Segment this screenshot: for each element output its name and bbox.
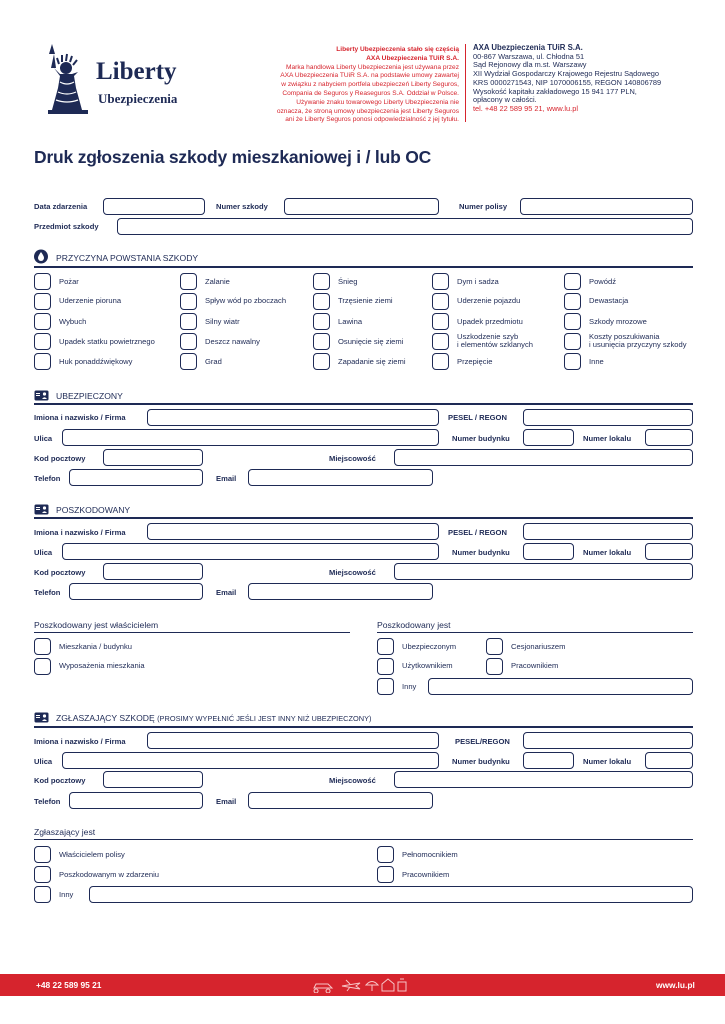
- reporter-is-option: Pełnomocnikiem: [402, 850, 458, 859]
- reporter-name-label: Imiona i nazwisko / Firma: [34, 737, 126, 746]
- claim-number-label: Numer szkody: [216, 202, 268, 211]
- injured-is-option: Pracownikiem: [511, 661, 559, 670]
- injured-building-field[interactable]: [523, 543, 574, 560]
- cause-checkbox-falling-object[interactable]: [432, 313, 449, 330]
- insured-phone-label: Telefon: [34, 474, 61, 483]
- injured-unit-label: Numer lokalu: [583, 548, 632, 557]
- cause-option: Dewastacja: [589, 296, 629, 305]
- insured-pesel-field[interactable]: [523, 409, 693, 426]
- reporter-building-field[interactable]: [523, 752, 574, 769]
- cause-option: Grad: [205, 357, 222, 366]
- injured-postal-field[interactable]: [103, 563, 203, 580]
- reporter-is-option: Inny: [59, 890, 74, 899]
- cause-checkbox-aircraft[interactable]: [34, 333, 51, 350]
- reporter-postal-label: Kod pocztowy: [34, 776, 86, 785]
- cause-checkbox-hail[interactable]: [180, 353, 197, 370]
- owner-option: Mieszkania / budynku: [59, 642, 133, 651]
- injured-city-field[interactable]: [394, 563, 693, 580]
- cause-checkbox-frost[interactable]: [564, 313, 581, 330]
- brand-notice: [230, 46, 459, 125]
- page-title: Druk zgłoszenia szkody mieszkaniowej i / lub OC: [34, 147, 432, 167]
- reporter-email-label: Email: [216, 797, 237, 806]
- injured-name-field[interactable]: [147, 523, 439, 540]
- cause-checkbox-flood[interactable]: [564, 273, 581, 290]
- insured-phone-field[interactable]: [69, 469, 203, 486]
- company-name: AXA Ubezpieczenia TUiR S.A.: [473, 43, 583, 52]
- cause-checkbox-snow[interactable]: [313, 273, 330, 290]
- insured-building-label: Numer budynku: [452, 434, 510, 443]
- cause-option: Śnieg: [338, 277, 358, 286]
- reporter-is-checkbox-other[interactable]: [34, 886, 51, 903]
- cause-option: Upadek statku powietrznego: [59, 337, 155, 346]
- cause-checkbox-flooding[interactable]: [180, 273, 197, 290]
- injured-is-other-field[interactable]: [428, 678, 693, 695]
- logo-name: Liberty: [96, 58, 177, 85]
- insured-name-label: Imiona i nazwisko / Firma: [34, 413, 126, 422]
- injured-is-heading-line: [377, 632, 693, 633]
- notice-line: ani że Liberty Seguros ponosi odpowiedzialność z jej tytułu.: [285, 116, 459, 124]
- cause-checkbox-landslide[interactable]: [313, 333, 330, 350]
- reporter-unit-label: Numer lokalu: [583, 757, 632, 766]
- reporter-is-heading-line: [34, 839, 693, 840]
- injured-is-checkbox-other[interactable]: [377, 678, 394, 695]
- liberty-logo: [38, 42, 198, 116]
- insured-email-field[interactable]: [248, 469, 433, 486]
- company-address: 00-867 Warszawa, ul. Chłodna 51: [473, 51, 585, 61]
- insured-city-field[interactable]: [394, 449, 693, 466]
- reporter-is-option: Pracownikiem: [402, 870, 450, 879]
- id-card-icon: [34, 390, 49, 401]
- date-label: Data zdarzenia: [34, 202, 88, 211]
- insured-postal-label: Kod pocztowy: [34, 454, 86, 463]
- insured-postal-field[interactable]: [103, 449, 203, 466]
- reporter-phone-label: Telefon: [34, 797, 61, 806]
- cause-checkbox-lightning[interactable]: [34, 293, 51, 310]
- cause-option: Upadek przedmiotu: [457, 317, 523, 326]
- insured-street-field[interactable]: [62, 429, 439, 446]
- cause-option: Trzęsienie ziemi: [338, 296, 393, 305]
- notice-line: Compania de Seguros y Reaseguros S.A. Oddział w Polsce.: [282, 89, 459, 97]
- owner-heading-line: [34, 632, 350, 633]
- cause-checkbox-vandalism[interactable]: [564, 293, 581, 310]
- injured-street-field[interactable]: [62, 543, 439, 560]
- cause-option: Silny wiatr: [205, 317, 240, 326]
- insured-name-field[interactable]: [147, 409, 439, 426]
- cause-checkbox-fire[interactable]: [34, 273, 51, 290]
- reporter-heading-title: ZGŁASZAJĄCY SZKODĘ: [56, 713, 155, 723]
- insured-heading-line: [34, 403, 693, 405]
- cause-checkbox-explosion[interactable]: [34, 313, 51, 330]
- injured-heading-line: [34, 517, 693, 519]
- reporter-heading: [56, 713, 371, 723]
- reporter-postal-field[interactable]: [103, 771, 203, 788]
- company-info: [473, 44, 718, 114]
- reporter-street-label: Ulica: [34, 757, 53, 766]
- notice-line: Liberty Ubezpieczenia stało się częścią: [336, 46, 459, 53]
- insured-email-label: Email: [216, 474, 237, 483]
- id-card-icon: [34, 712, 49, 723]
- injured-email-label: Email: [216, 588, 237, 597]
- injured-city-label: Miejscowość: [329, 568, 376, 577]
- notice-line: Używanie znaku towarowego Liberty Ubezpieczenia nie: [296, 98, 459, 106]
- insured-building-field[interactable]: [523, 429, 574, 446]
- injured-is-checkbox-employee[interactable]: [486, 658, 503, 675]
- house-icon: [382, 979, 394, 991]
- injured-heading: POSZKODOWANY: [56, 505, 131, 515]
- injured-is-option: Inny: [402, 682, 417, 691]
- injured-is-checkbox-user[interactable]: [377, 658, 394, 675]
- reporter-street-field[interactable]: [62, 752, 439, 769]
- injured-pesel-field[interactable]: [523, 523, 693, 540]
- cause-option: Szkody mrozowe: [589, 317, 647, 326]
- notice-line: Marka handlowa Liberty Ubezpieczenia jest używana przez: [286, 63, 459, 71]
- cause-option: Osunięcie się ziemi: [338, 337, 404, 346]
- reporter-city-label: Miejscowość: [329, 776, 376, 785]
- cause-checkbox-earthquake[interactable]: [313, 293, 330, 310]
- cause-option: Wybuch: [59, 317, 87, 326]
- cause-option: Huk ponaddźwiękowy: [59, 357, 133, 366]
- notice-line: AXA Ubezpieczenia TUiR S.A. na podstawie umowy zawartej: [280, 72, 459, 80]
- header-divider: [465, 44, 466, 122]
- reporter-city-field[interactable]: [394, 771, 693, 788]
- company-capital-paid: opłacony w całości.: [473, 95, 537, 105]
- injured-is-checkbox-assignee[interactable]: [486, 638, 503, 655]
- cause-checkbox-runoff[interactable]: [180, 293, 197, 310]
- car-icon: [314, 984, 332, 993]
- notice-line: oznacza, że stroną umowy ubezpieczenia jest Liberty Seguros: [276, 107, 459, 115]
- reporter-is-checkbox-employee[interactable]: [377, 866, 394, 883]
- reporter-unit-field[interactable]: [645, 752, 693, 769]
- cause-option: Przepięcie: [457, 357, 493, 366]
- id-card-icon: [34, 504, 49, 515]
- reporter-heading-note: (PROSIMY WYPEŁNIĆ JEŚLI JEST INNY NIŻ UBEZPIECZONY): [157, 714, 372, 723]
- umbrella-icon: [366, 982, 378, 992]
- company-capital: Wysokość kapitału zakładowego 15 941 177 PLN,: [473, 86, 637, 96]
- cause-option: i usunięcia przyczyny szkody: [589, 340, 687, 349]
- insured-unit-field[interactable]: [645, 429, 693, 446]
- injured-is-heading: Poszkodowany jest: [377, 620, 451, 630]
- cause-checkbox-heavy-rain[interactable]: [180, 333, 197, 350]
- owner-option: Wyposażenia mieszkania: [59, 661, 145, 670]
- cause-heading: PRZYCZYNA POWSTANIA SZKODY: [56, 253, 199, 263]
- cause-checkbox-smoke[interactable]: [432, 273, 449, 290]
- reporter-is-option: Właścicielem polisy: [59, 850, 125, 859]
- injured-name-label: Imiona i nazwisko / Firma: [34, 528, 126, 537]
- reporter-heading-line: [34, 726, 693, 728]
- injured-phone-field[interactable]: [69, 583, 203, 600]
- cause-option: Inne: [589, 357, 604, 366]
- cause-option: Dym i sadza: [457, 277, 499, 286]
- statue-of-liberty-icon: [38, 42, 98, 114]
- injured-phone-label: Telefon: [34, 588, 61, 597]
- logo-subtitle: Ubezpieczenia: [98, 91, 178, 106]
- reporter-is-checkbox-injured[interactable]: [34, 866, 51, 883]
- cause-option: Uderzenie pioruna: [59, 296, 122, 305]
- footer-website[interactable]: www.lu.pl: [656, 980, 695, 990]
- cause-heading-line: [34, 266, 693, 268]
- reporter-name-field[interactable]: [147, 732, 439, 749]
- damage-subject-label: Przedmiot szkody: [34, 222, 99, 231]
- injured-unit-field[interactable]: [645, 543, 693, 560]
- insured-city-label: Miejscowość: [329, 454, 376, 463]
- notice-line: w związku z nabyciem portfela ubezpieczeń Liberty Seguros,: [281, 81, 459, 89]
- reporter-is-heading: Zgłaszający jest: [34, 827, 96, 837]
- claim-number-field[interactable]: [284, 198, 439, 215]
- cause-option: Uszkodzenie szyb: [457, 332, 519, 341]
- injured-is-option: Ubezpieczonym: [402, 642, 457, 651]
- cause-checkbox-vehicle-impact[interactable]: [432, 293, 449, 310]
- water-drop-icon: [34, 249, 48, 264]
- cause-option: Uderzenie pojazdu: [457, 296, 521, 305]
- damage-subject-field[interactable]: [117, 218, 693, 235]
- insurance-icons: [310, 977, 410, 993]
- policy-number-field[interactable]: [520, 198, 693, 215]
- injured-street-label: Ulica: [34, 548, 53, 557]
- cause-option: Zalanie: [205, 277, 230, 286]
- reporter-email-field[interactable]: [248, 792, 433, 809]
- reporter-building-label: Numer budynku: [452, 757, 510, 766]
- injured-postal-label: Kod pocztowy: [34, 568, 86, 577]
- date-field[interactable]: [103, 198, 205, 215]
- footer-bar: [0, 974, 725, 996]
- cause-checkbox-sonic-boom[interactable]: [34, 353, 51, 370]
- reporter-is-checkbox-attorney[interactable]: [377, 846, 394, 863]
- policy-number-label: Numer polisy: [459, 202, 508, 211]
- insured-heading: UBEZPIECZONY: [56, 391, 123, 401]
- company-contact: tel. +48 22 589 95 21, www.lu.pl: [473, 103, 578, 113]
- injured-is-checkbox-insured[interactable]: [377, 638, 394, 655]
- cause-option: i elementów szklanych: [457, 340, 533, 349]
- cause-option: Spływ wód po zboczach: [205, 296, 287, 305]
- reporter-is-option: Poszkodowanym w zdarzeniu: [59, 870, 160, 879]
- cause-option: Powódź: [589, 277, 617, 286]
- cause-checkbox-glass-damage[interactable]: [432, 333, 449, 350]
- cause-checkbox-subsidence[interactable]: [313, 353, 330, 370]
- cause-checkbox-avalanche[interactable]: [313, 313, 330, 330]
- plane-icon: [342, 980, 360, 991]
- insured-street-label: Ulica: [34, 434, 53, 443]
- cause-option: Deszcz nawalny: [205, 337, 260, 346]
- cause-checkbox-search-costs[interactable]: [564, 333, 581, 350]
- cause-option: Zapadanie się ziemi: [338, 357, 406, 366]
- tag-icon: [398, 979, 406, 991]
- reporter-pesel-field[interactable]: [523, 732, 693, 749]
- owner-checkbox-apartment[interactable]: [34, 638, 51, 655]
- owner-checkbox-furnishings[interactable]: [34, 658, 51, 675]
- reporter-is-checkbox-policyholder[interactable]: [34, 846, 51, 863]
- cause-checkbox-overvoltage[interactable]: [432, 353, 449, 370]
- notice-line: AXA Ubezpieczenia TUiR S.A.: [366, 54, 459, 62]
- insured-unit-label: Numer lokalu: [583, 434, 632, 443]
- insured-pesel-label: PESEL / REGON: [448, 413, 507, 422]
- cause-option: Pożar: [59, 277, 79, 286]
- footer-phone: +48 22 589 95 21: [36, 980, 102, 990]
- injured-email-field[interactable]: [248, 583, 433, 600]
- reporter-is-other-field[interactable]: [89, 886, 693, 903]
- injured-is-option: Użytkownikiem: [402, 661, 453, 670]
- reporter-pesel-label: PESEL/REGON: [455, 737, 510, 746]
- company-court: Sąd Rejonowy dla m.st. Warszawy: [473, 60, 587, 70]
- company-registry: KRS 0000271543, NIP 1070006155, REGON 140806789: [473, 77, 662, 87]
- injured-pesel-label: PESEL / REGON: [448, 528, 507, 537]
- cause-option: Lawina: [338, 317, 363, 326]
- injured-is-option: Cesjonariuszem: [511, 642, 566, 651]
- cause-checkbox-other[interactable]: [564, 353, 581, 370]
- reporter-phone-field[interactable]: [69, 792, 203, 809]
- cause-checkbox-strong-wind[interactable]: [180, 313, 197, 330]
- injured-building-label: Numer budynku: [452, 548, 510, 557]
- owner-heading: Poszkodowany jest właścicielem: [34, 620, 159, 630]
- company-department: XII Wydział Gospodarczy Krajowego Rejestru Sądowego: [473, 69, 660, 79]
- cause-option: Koszty poszukiwania: [589, 332, 660, 341]
